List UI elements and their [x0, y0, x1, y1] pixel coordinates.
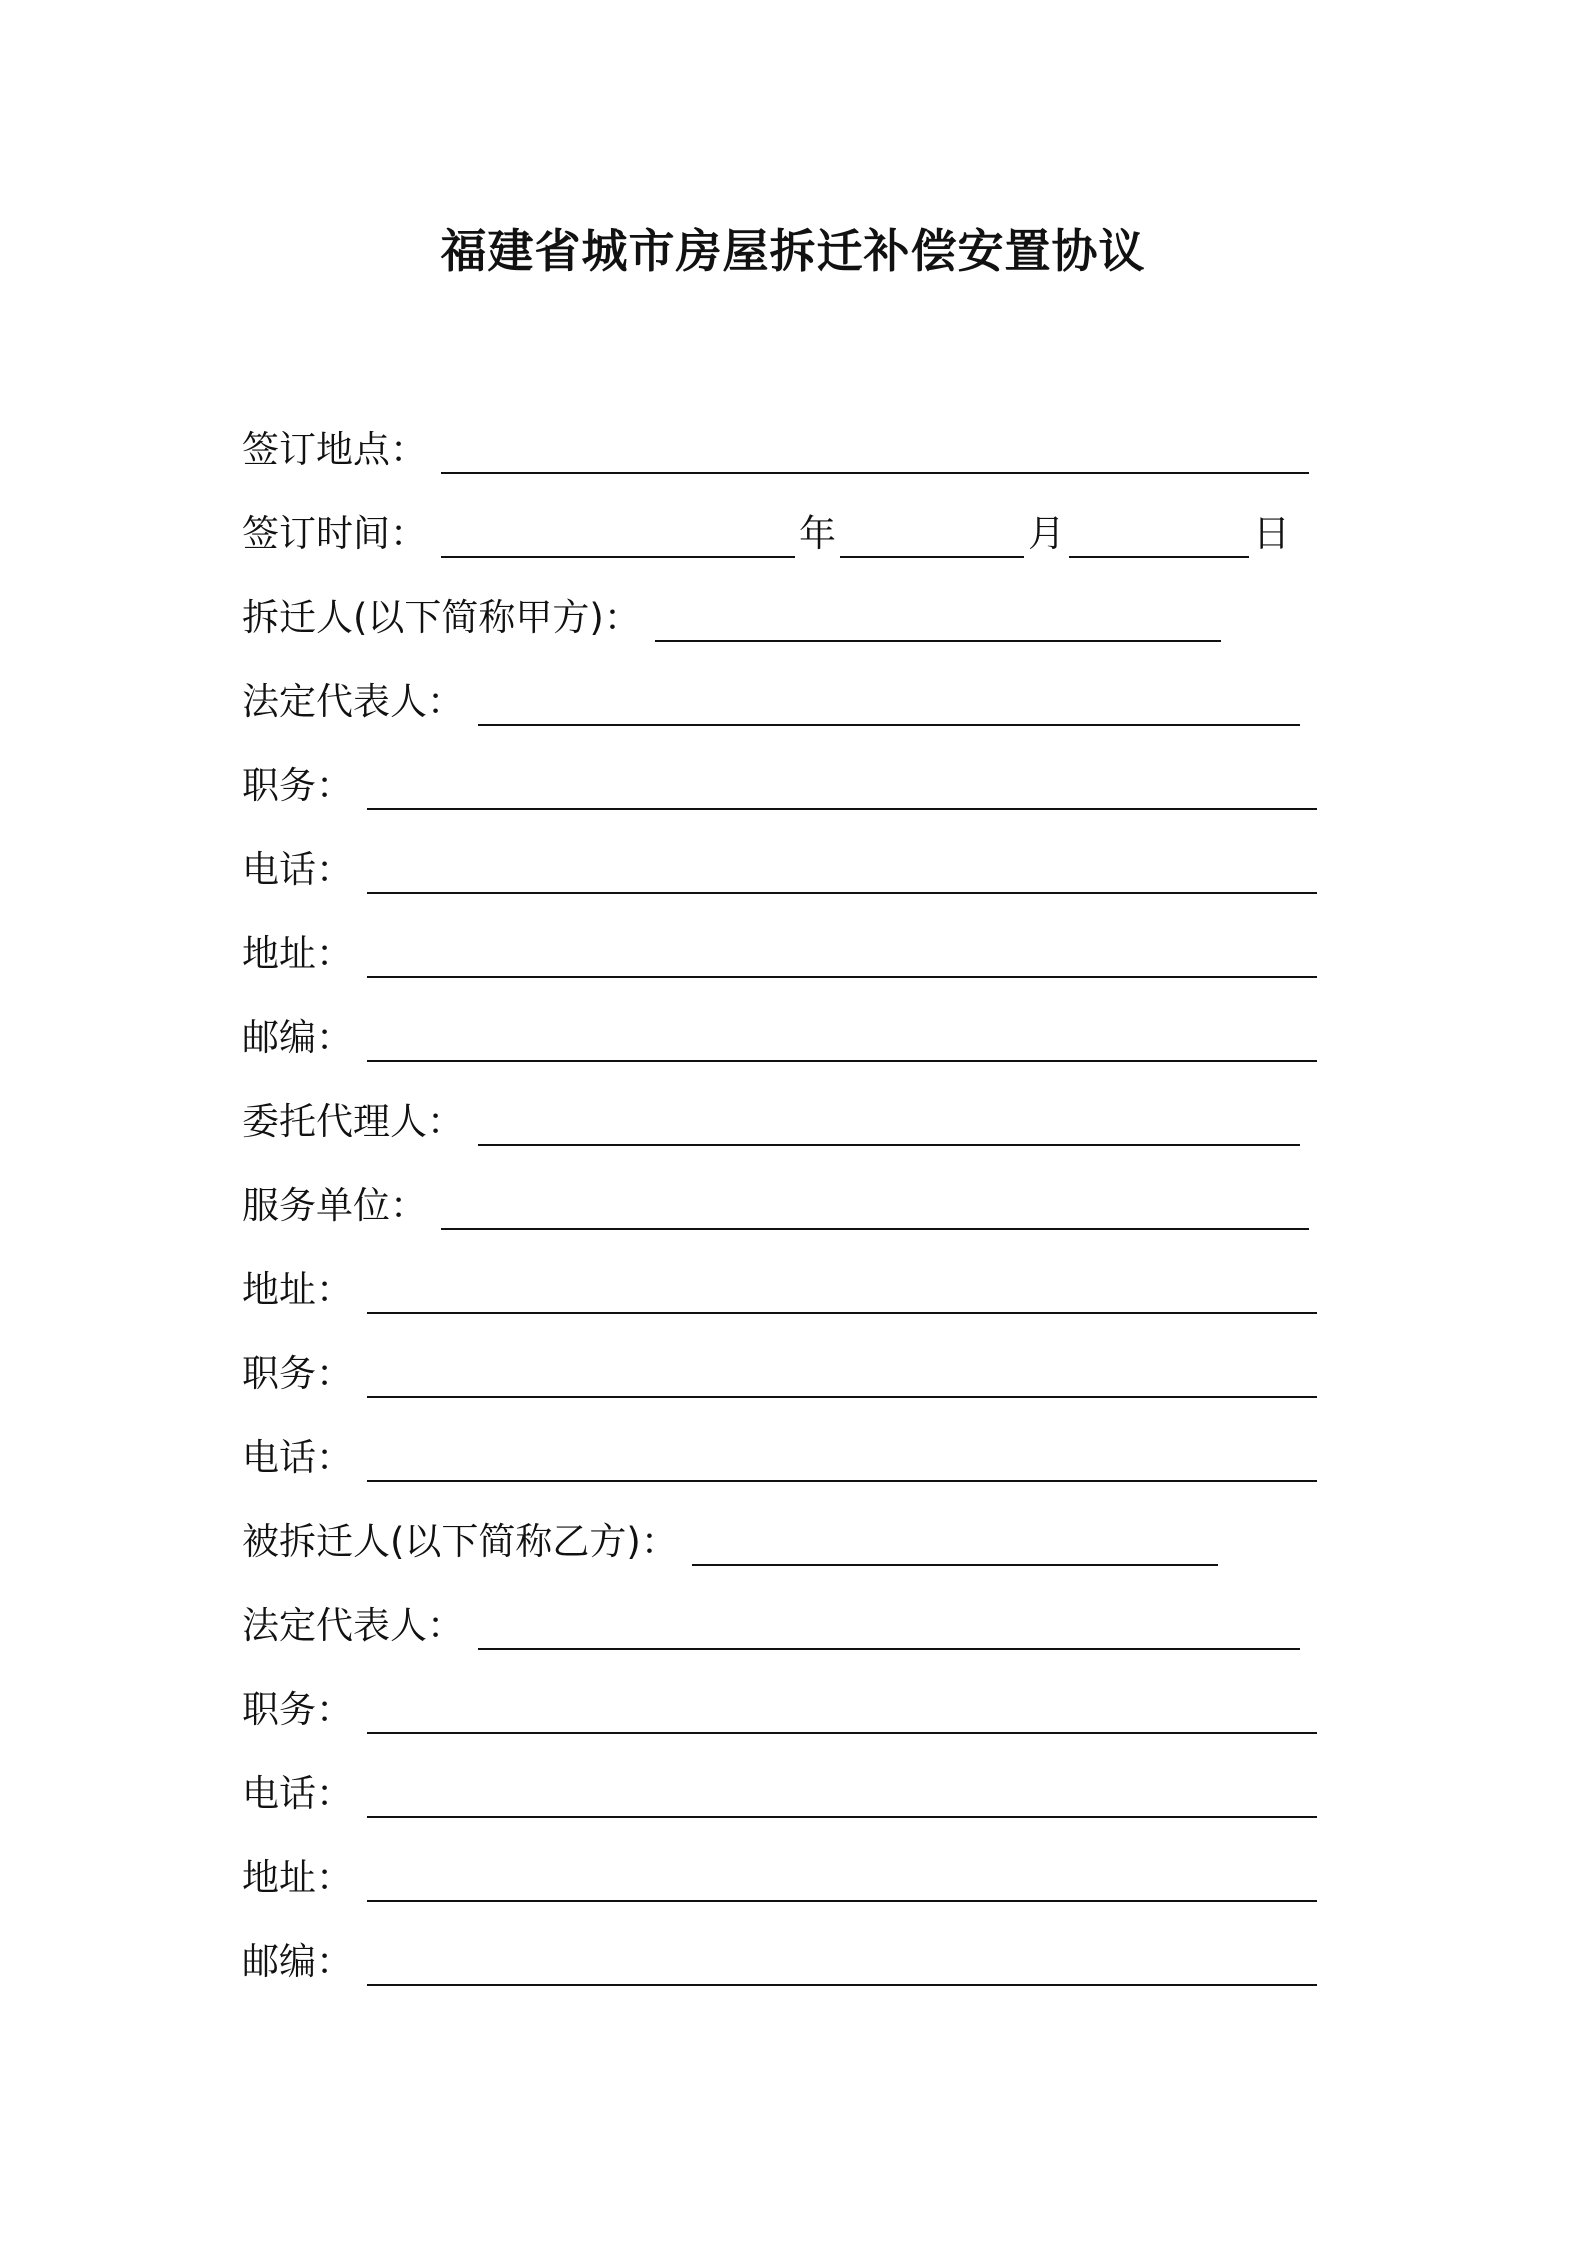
agent-label: 委托代理人: [242, 1100, 427, 1143]
party-a-postcode-blank[interactable]: [367, 1020, 1317, 1062]
colon: ：: [390, 428, 427, 471]
colon: ：: [427, 1604, 464, 1647]
agent-blank[interactable]: [478, 1104, 1300, 1146]
party-a-position-blank[interactable]: [367, 768, 1317, 810]
party-b-row: [242, 1504, 1218, 1563]
party-b-legal-rep-row: [242, 1588, 1300, 1647]
party-b-address-blank[interactable]: [367, 1860, 1317, 1902]
party-a-legal-rep-row: [242, 664, 1300, 723]
employer-label: 服务单位: [242, 1184, 390, 1227]
agent-phone-row: [242, 1420, 1317, 1479]
signing-time-label: 签订时间: [242, 512, 390, 555]
year-blank[interactable]: [441, 516, 795, 558]
party-b-label: 被拆迁人(以下简称乙方): [242, 1520, 641, 1563]
colon: ：: [390, 1184, 427, 1227]
colon: ：: [427, 1100, 464, 1143]
month-label: 月: [1028, 512, 1065, 555]
party-a-position-row: [242, 748, 1317, 807]
party-b-position-row: [242, 1672, 1317, 1731]
party-a-row: [242, 580, 1221, 639]
party-b-position-blank[interactable]: [367, 1692, 1317, 1734]
address-label: 地址: [242, 932, 316, 975]
colon: ：: [316, 1940, 353, 1983]
agent-employer-blank[interactable]: [441, 1188, 1309, 1230]
day-blank[interactable]: [1069, 516, 1249, 558]
party-a-phone-row: [242, 832, 1317, 891]
month-blank[interactable]: [840, 516, 1024, 558]
colon: ：: [316, 1352, 353, 1395]
agent-position-blank[interactable]: [367, 1356, 1317, 1398]
legal-rep-label: 法定代表人: [242, 1604, 427, 1647]
postcode-label: 邮编: [242, 1016, 316, 1059]
party-b-phone-row: [242, 1756, 1317, 1815]
colon: ：: [316, 1268, 353, 1311]
agent-address-blank[interactable]: [367, 1272, 1317, 1314]
party-b-postcode-blank[interactable]: [367, 1944, 1317, 1986]
legal-rep-label: 法定代表人: [242, 680, 427, 723]
colon: ：: [640, 1520, 678, 1563]
position-label: 职务: [242, 1688, 316, 1731]
party-a-address-blank[interactable]: [367, 936, 1317, 978]
document-title: 福建省城市房屋拆迁补偿安置协议: [440, 224, 1146, 278]
party-a-legal-rep-blank[interactable]: [478, 684, 1300, 726]
signing-place-blank[interactable]: [441, 432, 1309, 474]
party-a-phone-blank[interactable]: [367, 852, 1317, 894]
signing-time-row: [242, 496, 1294, 555]
signing-place-row: [242, 412, 1309, 471]
party-a-address-row: [242, 916, 1317, 975]
party-a-postcode-row: [242, 1000, 1317, 1059]
party-a-blank[interactable]: [655, 600, 1221, 642]
colon: ：: [316, 1688, 353, 1731]
postcode-label: 邮编: [242, 1940, 316, 1983]
party-b-phone-blank[interactable]: [367, 1776, 1317, 1818]
party-a-label: 拆迁人(以下简称甲方): [242, 596, 604, 639]
phone-label: 电话: [242, 1436, 316, 1479]
phone-label: 电话: [242, 1772, 316, 1815]
colon: ：: [427, 680, 464, 723]
position-label: 职务: [242, 1352, 316, 1395]
colon: ：: [316, 1016, 353, 1059]
agent-employer-row: [242, 1168, 1309, 1227]
colon: ：: [390, 512, 427, 555]
agent-phone-blank[interactable]: [367, 1440, 1317, 1482]
colon: ：: [316, 1856, 353, 1899]
colon: ：: [603, 596, 641, 639]
party-b-blank[interactable]: [692, 1524, 1218, 1566]
colon: ：: [316, 932, 353, 975]
phone-label: 电话: [242, 848, 316, 891]
day-label: 日: [1253, 512, 1290, 555]
colon: ：: [316, 1436, 353, 1479]
signing-place-label: 签订地点: [242, 428, 390, 471]
party-b-postcode-row: [242, 1924, 1317, 1983]
colon: ：: [316, 1772, 353, 1815]
agent-address-row: [242, 1252, 1317, 1311]
agent-row: [242, 1084, 1300, 1143]
address-label: 地址: [242, 1856, 316, 1899]
address-label: 地址: [242, 1268, 316, 1311]
party-b-address-row: [242, 1840, 1317, 1899]
agent-position-row: [242, 1336, 1317, 1395]
colon: ：: [316, 764, 353, 807]
position-label: 职务: [242, 764, 316, 807]
year-label: 年: [799, 512, 836, 555]
colon: ：: [316, 848, 353, 891]
party-b-legal-rep-blank[interactable]: [478, 1608, 1300, 1650]
